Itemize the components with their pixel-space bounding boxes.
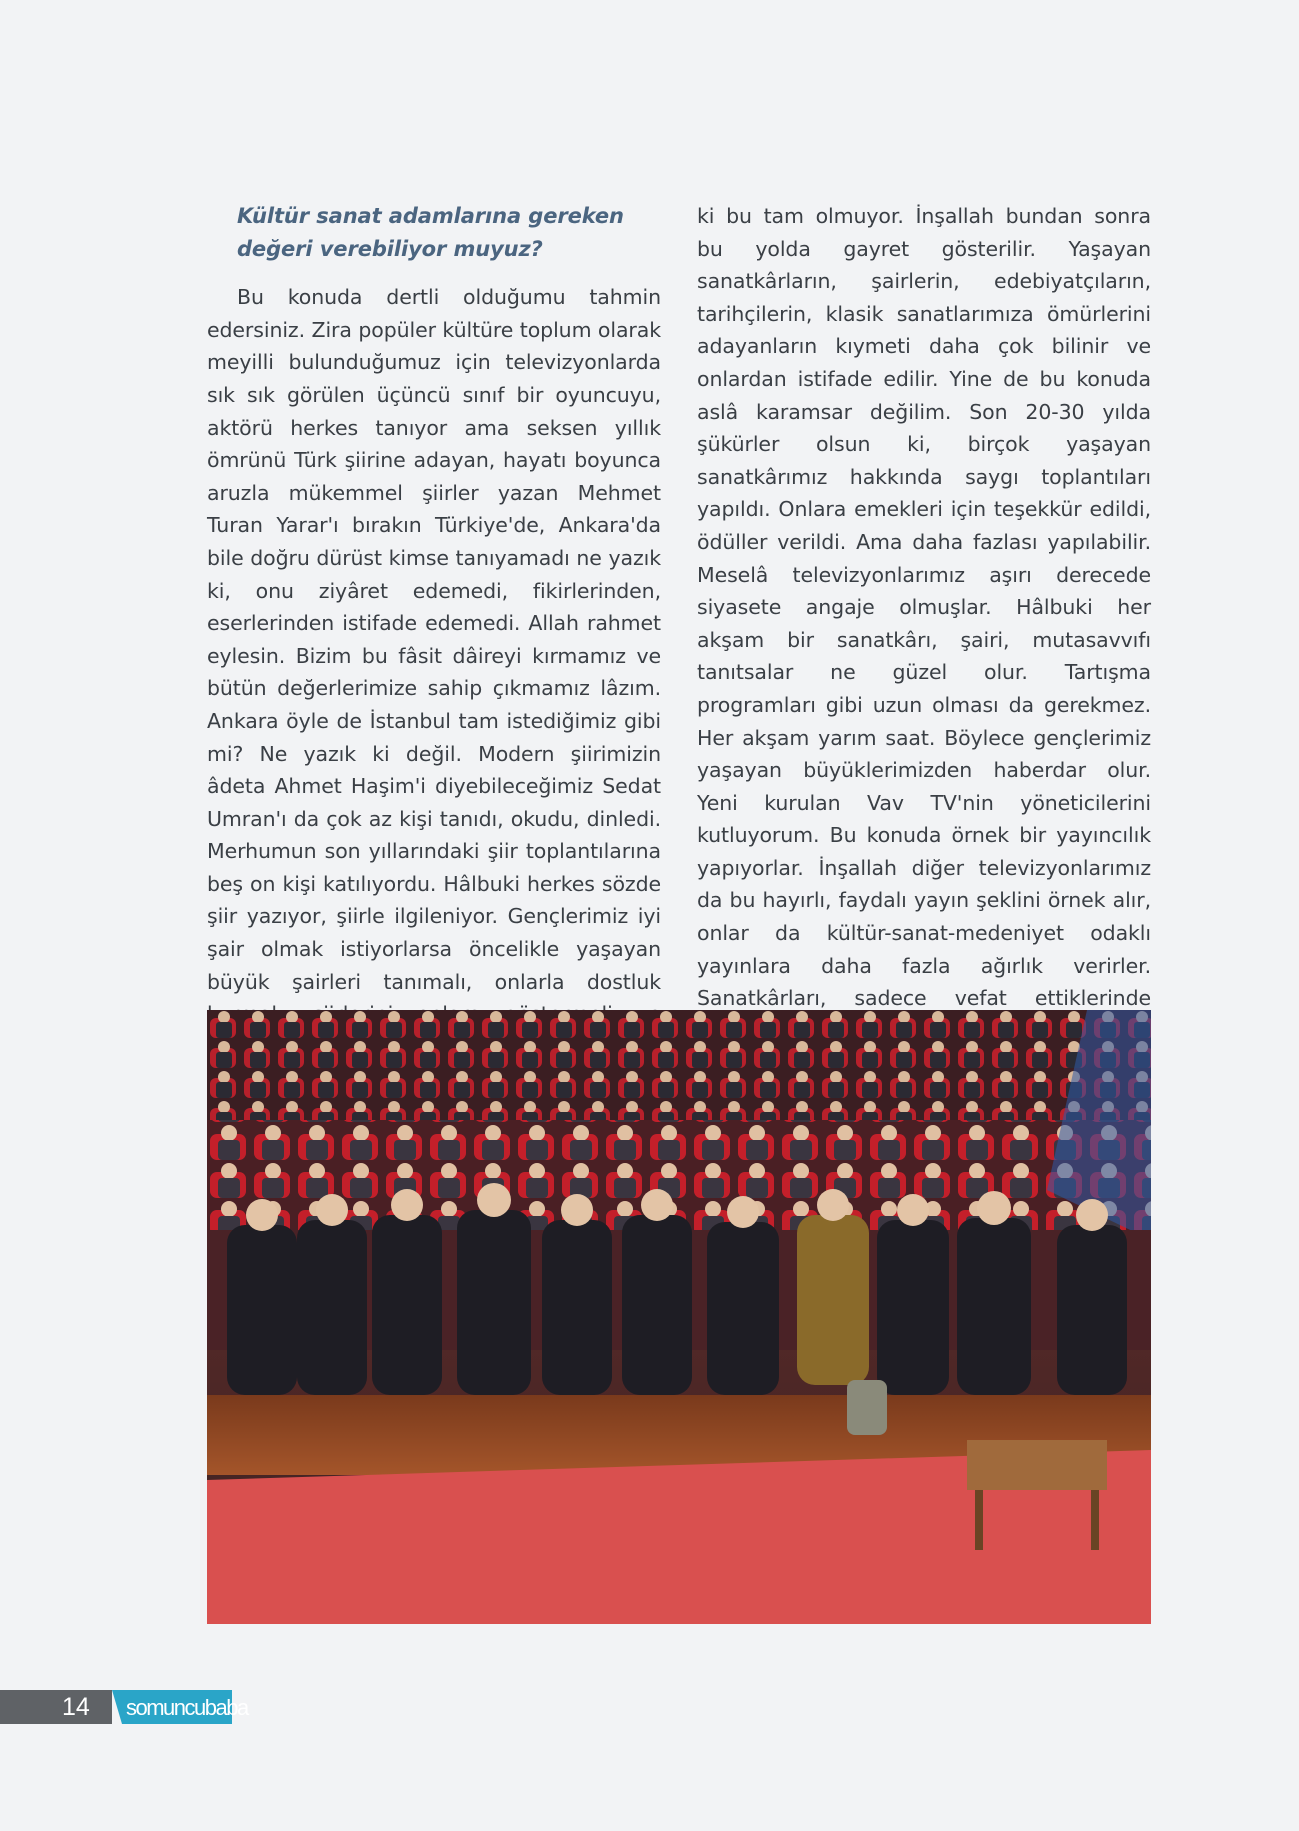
answer-paragraph-left: Bu konuda dertli olduğumu tahmin edersiniz. Zira popüler kültüre toplum olarak meyilli bulunduğumuz için televizyonlarda sık sık görülen üçüncü sınıf bir oyuncuyu, aktörü herkes tanıyor ama seksen yıllık ömrünü Türk şiirine adayan, hayatı boyunca aruzla mükemmel şiirler yazan Mehmet Turan Yarar'ı bırakın Türkiye'de, Ankara'da bile doğru dürüst kimse tanıyamadı ne yazık ki, onu ziyâret edemedi, fikirlerinden, eserlerinden istifade edemedi. Allah rahmet eylesin. Bizim bu fâsit dâireyi kırmamız ve bütün değerlerimize sahip çıkmamız lâzım. Ankara öyle de İstanbul tam istediğimiz gibi mi? Ne yazık ki değil. Modern şiirimizin âdeta Ahmet Haşim'i diyebileceğimiz Sedat Umran'ı da çok az kişi tanıdı, okudu, dinledi. Merhumun son yıllarındaki şiir toplantılarına beş on kişi katılıyordu. Hâlbuki herkes sözde şiir yazıyor, şiirle ilgileniyor. Gençlerimiz iyi şair olmak istiyorlarsa öncelikle yaşayan büyük şairleri tanımalı, onlarla dostluk	[207, 285, 661, 994]
article-left-column	[207, 200, 661, 1063]
interview-question: Kültür sanat adamlarına gereken değeri verebiliyor muyuz?	[237, 204, 624, 261]
answer-paragraph-right: ki bu tam olmuyor. İnşallah bundan sonra bu yolda gayret gösterilir. Yaşayan sanatkârların, şairlerin, edebiyatçıların, tarihçilerin, klasik sanatlarımıza ömürlerini adayanların kıymeti daha çok bilinir ve onlardan istifade edilir. Yine de bu konuda aslâ karamsar değilim. Son 20-30 yılda şükürler olsun ki, birçok yaşayan sanatkârımız hakkında saygı toplantıları yapıldı. Onlara emekleri için teşekkür edildi, ödüller verildi. Ama daha fazlası yapılabilir. Meselâ televizyonlarımız aşırı derecede siyasete angaje olmuşlar. Hâlbuki her akşam bir sanatkârı, şairi, mutasavvıfı tanıtsalar ne güzel olur. Tartışma programları gibi uzun olması da gerekmez. Her akşam yarım saat. Böylece gençlerimiz yaşayan büyüklerimizden haberdar olur. Yeni kurulan Vav TV'nin yöneticilerini kutluyorum. Bu konuda örnek bir yayıncılık yapıyorlar. İnşallah diğer televizyonlarımız da bu hayırlı, faydalı yayın şeklini örnek alır, onlar da kültür-sanat-medeniyet odaklı yayınlara daha fazla ağırlık verirler. Sanatkârları, sadece vefat ettiklerinde	[697, 204, 1151, 1011]
brand-logo: somuncubaba	[126, 1695, 248, 1720]
audience-photo-illustration	[207, 1010, 1151, 1624]
audience-photo	[207, 1010, 1151, 1624]
page-number: 14	[62, 1693, 90, 1721]
article-right-column	[697, 200, 1151, 1113]
page-number-bar	[0, 1690, 112, 1724]
